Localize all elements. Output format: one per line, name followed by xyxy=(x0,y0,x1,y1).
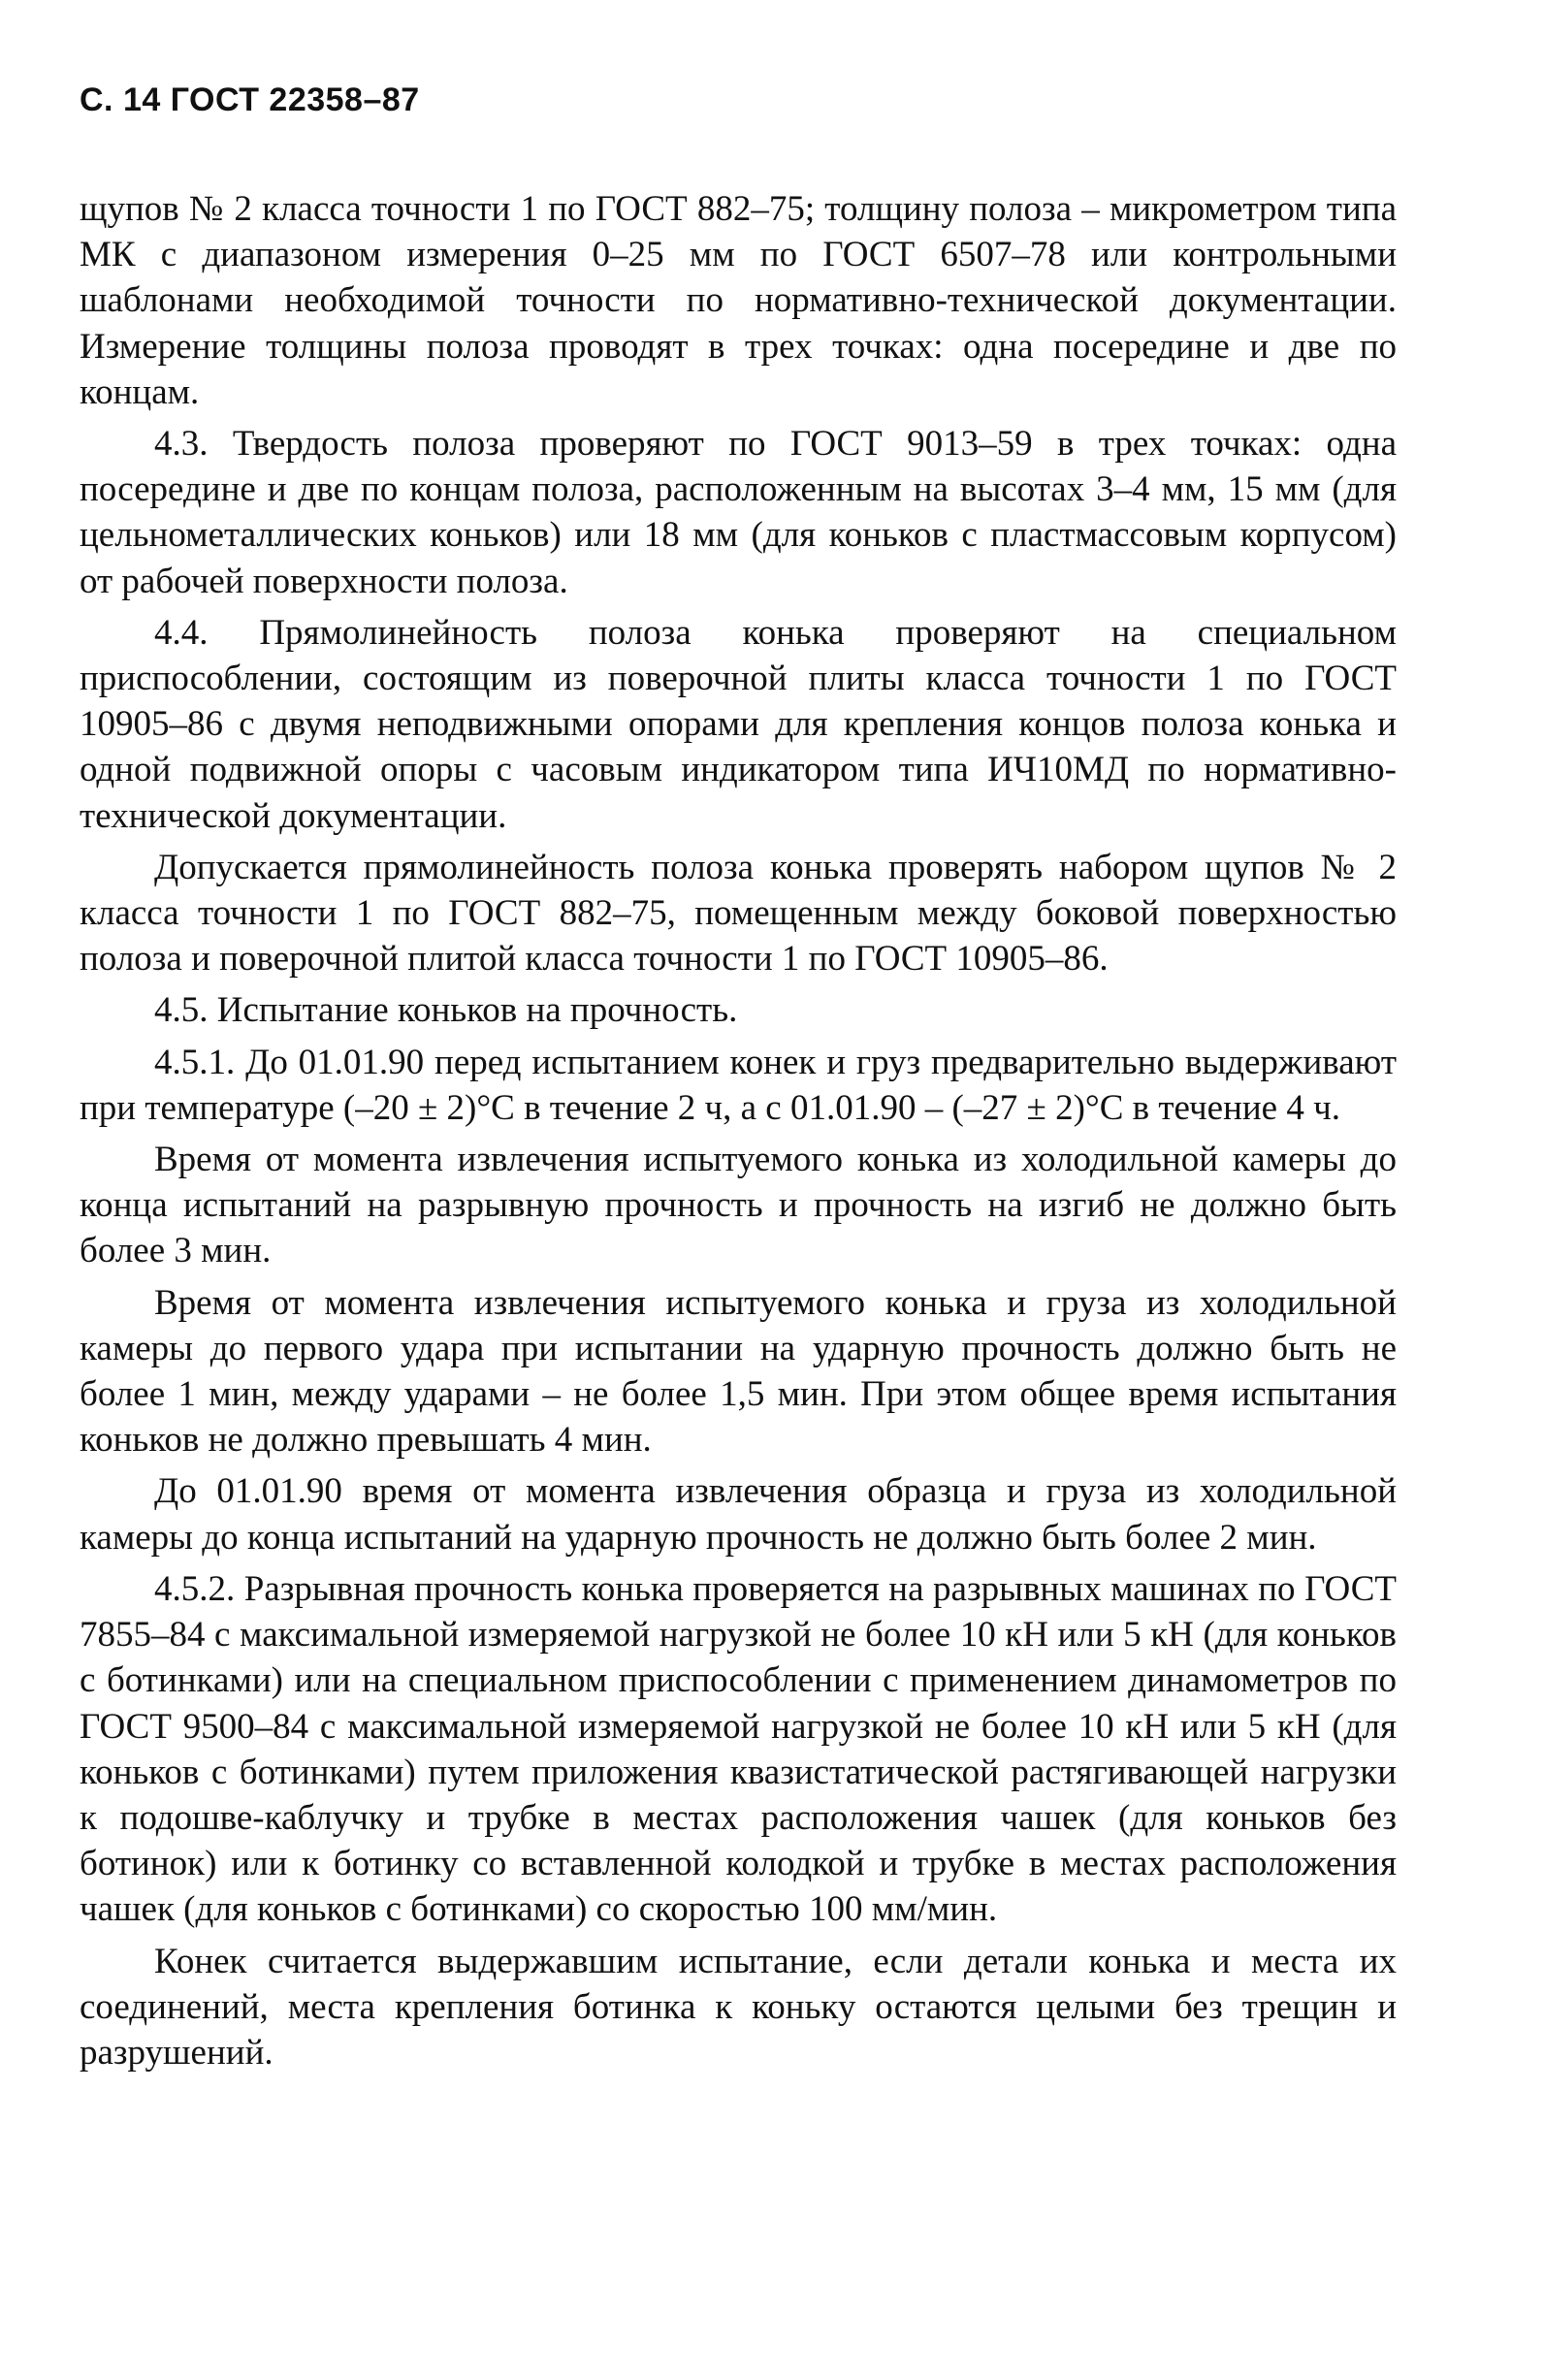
paragraph-4-5-2: 4.5.2. Разрывная прочность конька проверяется на разрывных машинах по ГОСТ 7855–84 с максимальной измеряемой нагрузкой не более 10 кН или 5 кН (для коньков с ботинками) или на специальном приспособлении с применением динамометров по ГОСТ 9500–84 с максимальной измеряемой нагрузкой не более 10 кН или 5 кН (для коньков с ботинками) путем приложения квазистатической растягивающей нагрузки к подошве-каблучку и трубке в местах расположения чашек (для коньков без ботинок) или к ботинку со вставленной колодкой и трубке в местах расположения чашек (для коньков с ботинками) со скоростью 100 мм/мин. xyxy=(80,1568,1397,1930)
paragraph-4-4: 4.4. Прямолинейность полоза конька проверяют на специальном приспособлении, состоящим из поверочной плиты класса точности 1 по ГОСТ 10905–86 с двумя неподвижными опорами для крепления концов полоза конька и одной подвижной опоры с часовым индикатором типа ИЧ10МД по нормативно-технической документации. xyxy=(80,612,1397,836)
paragraph-4-3: 4.3. Твердость полоза проверяют по ГОСТ 9013–59 в трех точках: одна посередине и две по концам полоза, расположенным на высотах 3–4 мм, 15 мм (для цельнометаллических коньков) или 18 мм (для коньков с пластмассовым корпусом) от рабочей поверхности полоза. xyxy=(80,424,1397,601)
paragraph-4-5: 4.5. Испытание коньков на прочность. xyxy=(154,990,738,1031)
paragraph-4-5-1: 4.5.1. До 01.01.90 перед испытанием конек и груз предварительно выдерживают при температуре (–20 ± 2)°С в течение 2 ч, а с 01.01.90 – (–27 ± 2)°С в течение 4 ч. xyxy=(80,1042,1397,1128)
paragraph-continuation: щупов № 2 класса точности 1 по ГОСТ 882–75; толщину полоза – микрометром типа МК с диапазоном измерения 0–25 мм по ГОСТ 6507–78 или контрольными шаблонами необходимой точности по нормативно-технической документации. Измерение толщины полоза проводят в трех точках: одна посередине и две по концам. xyxy=(80,189,1397,412)
paragraph-4-5-1-time-impact: Время от момента извлечения испытуемого конька и груза из холодильной камеры до первого удара при испытании на ударную прочность должно быть не более 1 мин, между ударами – не более 1,5 мин. При этом общее время испытания коньков не должно превышать 4 мин. xyxy=(80,1282,1397,1461)
paragraph-4-5-2-criteria: Конек считается выдержавшим испытание, если детали конька и места их соединений, места крепления ботинка к коньку остаются целыми без трещин и разрушений. xyxy=(80,1941,1397,2073)
running-header: С. 14 ГОСТ 22358–87 xyxy=(80,81,420,118)
paragraph-4-4-allowance: Допускается прямолинейность полоза конька проверять набором щупов № 2 класса точности 1 по ГОСТ 882–75, помещенным между боковой поверхностью полоза и поверочной плитой класса точности 1 по ГОСТ 10905–86. xyxy=(80,847,1397,980)
paragraph-4-5-1-before-1990: До 01.01.90 время от момента извлечения образца и груза из холодильной камеры до конца испытаний на ударную прочность не должно быть более 2 мин. xyxy=(80,1471,1397,1558)
document-body xyxy=(80,186,1397,2075)
paragraph-4-5-1-time-tensile: Время от момента извлечения испытуемого конька из холодильной камеры до конца испытаний на разрывную прочность и прочность на изгиб не должно быть более 3 мин. xyxy=(80,1140,1397,1271)
